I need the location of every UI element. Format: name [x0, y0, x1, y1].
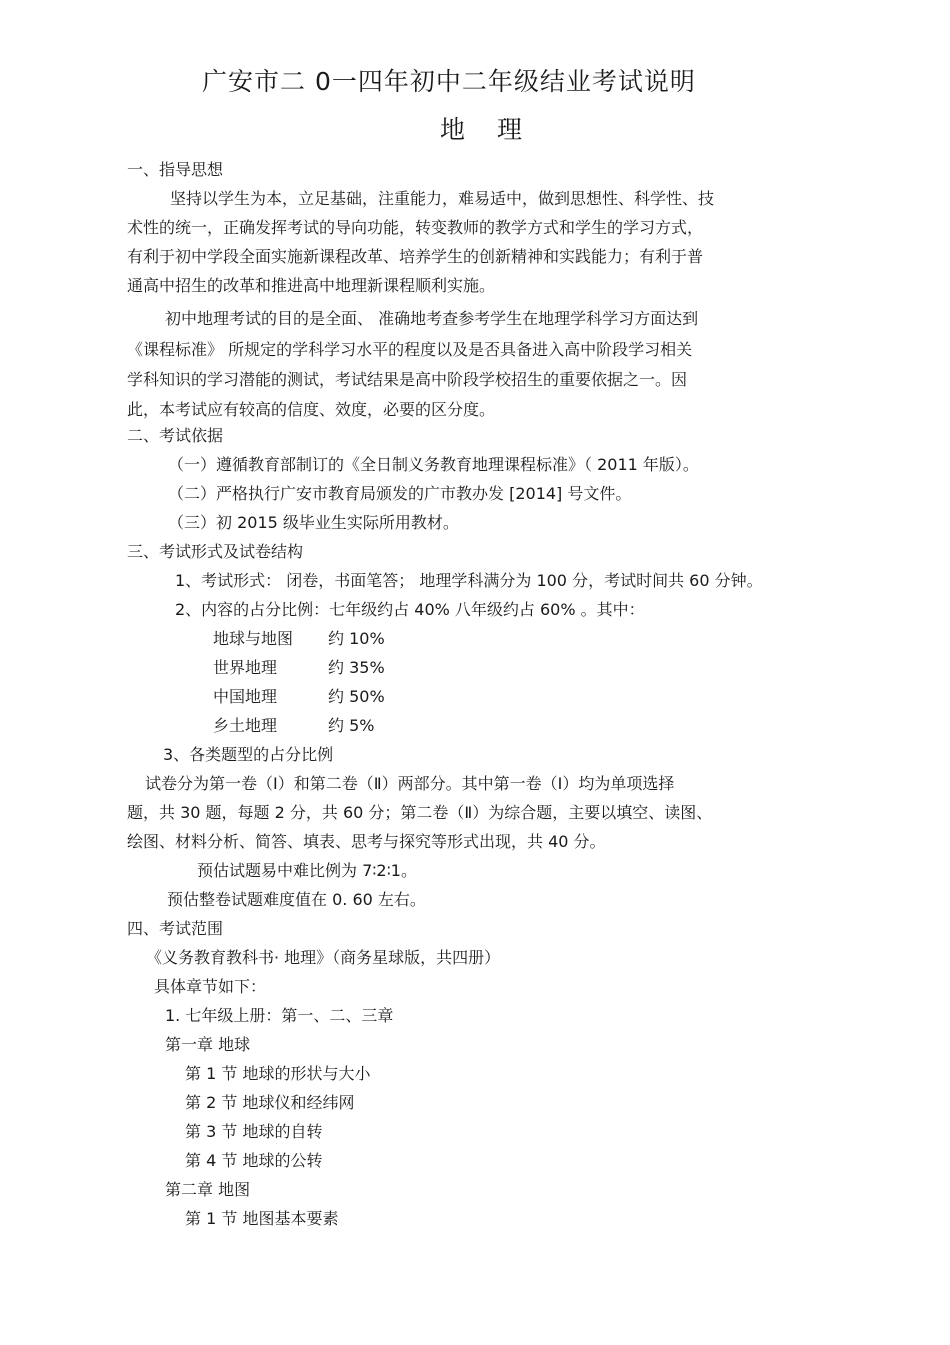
chapter-section: 第 2 节 地球仪和经纬网: [185, 1093, 355, 1112]
document-subtitle: 地 理: [440, 115, 534, 144]
section-heading-exam-basis: 二、考试依据: [127, 426, 224, 445]
paragraph-line: 学科知识的学习潜能的测试，考试结果是高中阶段学校招生的重要依据之一。因: [127, 370, 688, 389]
chapter-section: 第 1 节 地图基本要素: [185, 1209, 339, 1228]
proportion-value: 约 10%: [328, 629, 385, 648]
textbook-name: 《义务教育教科书· 地理》（商务星球版，共四册）: [146, 948, 501, 967]
difficulty-ratio: 预估试题易中难比例为 7∶2∶1。: [197, 861, 417, 880]
section-heading-exam-format: 三、考试形式及试卷结构: [127, 542, 304, 561]
paragraph-line: 绘图、材料分析、简答、填表、思考与探究等形式出现，共 40 分。: [127, 832, 606, 851]
list-item: （一）遵循教育部制订的《全日制义务教育地理课程标准》（ 2011 年版）。: [168, 455, 699, 474]
paragraph-line: 《课程标准》 所规定的学科学习水平的程度以及是否具备进入高中阶段学习相关: [127, 340, 693, 359]
chapter-section: 第 1 节 地球的形状与大小: [185, 1064, 371, 1083]
chapter-section: 第 4 节 地球的公转: [185, 1151, 323, 1170]
paragraph-line: 术性的统一，正确发挥考试的导向功能，转变教师的教学方式和学生的学习方式，: [127, 218, 704, 237]
section-heading-guiding-principle: 一、指导思想: [127, 160, 224, 179]
chapter-heading: 第一章 地球: [165, 1035, 251, 1054]
chapter-heading: 第二章 地图: [165, 1180, 251, 1199]
document-title: 广安市二 0一四年初中二年级结业考试说明: [202, 67, 696, 96]
proportion-subject: 地球与地图: [213, 629, 294, 648]
list-item: 2、内容的占分比例：七年级约占 40% 八年级约占 60% 。其中：: [175, 600, 645, 619]
list-item: （三）初 2015 级毕业生实际所用教材。: [168, 513, 459, 532]
proportion-subject: 中国地理: [213, 687, 278, 706]
paragraph-line: 初中地理考试的目的是全面、 准确地考查参考学生在地理学科学习方面达到: [165, 309, 699, 328]
paragraph-line: 试卷分为第一卷（Ⅰ）和第二卷（Ⅱ）两部分。其中第一卷（Ⅰ）均为单项选择: [145, 774, 675, 793]
list-item: 3、各类题型的占分比例: [163, 745, 334, 764]
list-item: （二）严格执行广安市教育局颁发的广市教办发 [2014] 号文件。: [168, 484, 632, 503]
paragraph-line: 坚持以学生为本，立足基础，注重能力，难易适中，做到思想性、科学性、技: [170, 189, 715, 208]
section-heading-exam-scope: 四、考试范围: [127, 919, 224, 938]
paragraph-line: 此，本考试应有较高的信度、效度，必要的区分度。: [127, 400, 496, 419]
proportion-subject: 乡土地理: [213, 716, 278, 735]
proportion-value: 约 35%: [328, 658, 385, 677]
difficulty-value: 预估整卷试题难度值在 0. 60 左右。: [167, 890, 426, 909]
paragraph-line: 题，共 30 题，每题 2 分，共 60 分；第二卷（Ⅱ）为综合题，主要以填空、读图、: [127, 803, 713, 822]
proportion-value: 约 50%: [328, 687, 385, 706]
proportion-subject: 世界地理: [213, 658, 278, 677]
grade-volume: 1. 七年级上册：第一、二、三章: [165, 1006, 394, 1025]
chapter-section: 第 3 节 地球的自转: [185, 1122, 323, 1141]
list-item: 1、考试形式： 闭卷，书面笔答； 地理学科满分为 100 分，考试时间共 60 分钟。: [175, 571, 763, 590]
paragraph-line: 通高中招生的改革和推进高中地理新课程顺利实施。: [127, 276, 496, 295]
paragraph-line: 有利于初中学段全面实施新课程改革、培养学生的创新精神和实践能力；有利于普: [127, 247, 704, 266]
chapters-intro: 具体章节如下：: [154, 977, 267, 996]
proportion-value: 约 5%: [328, 716, 375, 735]
